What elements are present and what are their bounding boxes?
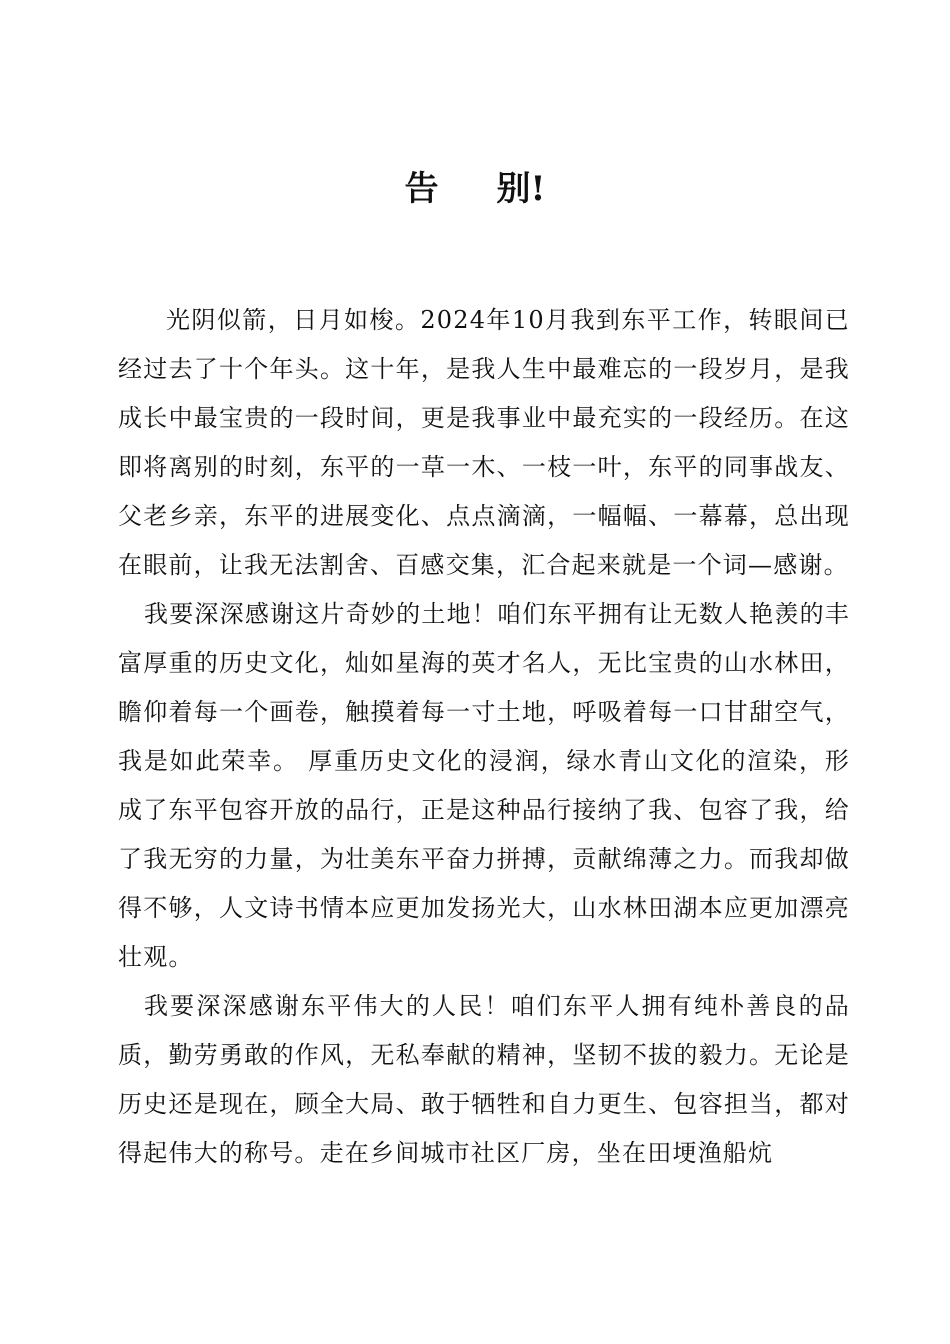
paragraph-1: 光阴似箭，日月如梭。2024年10月我到东平工作，转眼间已经过去了十个年头。这十年，是我人生中最难忘的一段岁月，是我成长中最宝贵的一段时间，更是我事业中最充实的一段经历。在这即将离别的时刻，东平的一草一木、一枝一叶，东平的同事战友、父老乡亲，东平的进展变化、点点滴滴，一幅幅、一幕幕，总出现在眼前，让我无法割舍、百感交集，汇合起来就是一个词—感谢。 <box>118 306 850 579</box>
document-body <box>118 296 850 1178</box>
title-part-1: 告 <box>404 169 439 209</box>
page-title <box>0 162 950 216</box>
title-part-2: 别! <box>496 169 546 209</box>
paragraph-2: 我要深深感谢这片奇妙的土地！咱们东平拥有让无数人艳羡的丰富厚重的历史文化，灿如星海的英才名人，无比宝贵的山水林田，瞻仰着每一个画卷，触摸着每一寸土地，呼吸着每一口甘甜空气，我是如此荣幸。 厚重历史文化的浸润，绿水青山文化的渲染，形成了东平包容开放的品行，正是这种品行接纳了我、包容了我，给了我无穷的力量，为壮美东平奋力拼搏，贡献绵薄之力。而我却做得不够，人文诗书情本应更加发扬光大，山水林田湖本应更加漂亮壮观。 <box>118 600 850 971</box>
paragraph-3: 我要深深感谢东平伟大的人民！咱们东平人拥有纯朴善良的品质，勤劳勇敢的作风，无私奉献的精神，坚韧不拔的毅力。无论是历史还是现在，顾全大局、敢于牺牲和自力更生、包容担当，都对得起伟大的称号。走在乡间城市社区厂房，坐在田埂渔船炕 <box>118 992 850 1167</box>
